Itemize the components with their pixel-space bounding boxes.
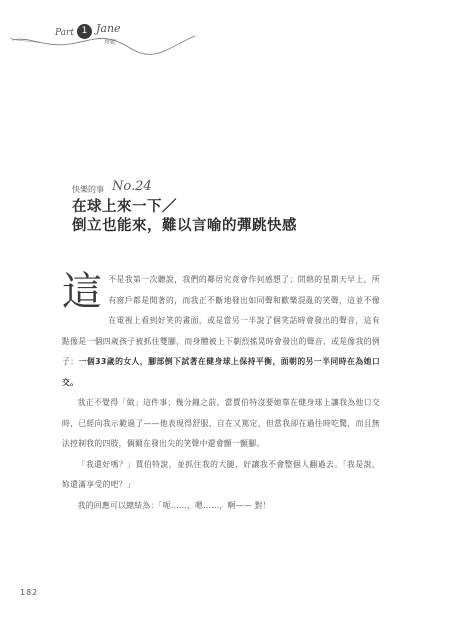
part-number-badge: 1 bbox=[77, 24, 92, 39]
chapter-heading bbox=[72, 180, 372, 236]
paragraph-1 bbox=[62, 270, 380, 393]
paragraph-1-text: 不是我第一次聽說，我們的鄰居究竟會作何感想了；問熱的星期天早上，所有窗戶都是開著的，而我正不斷地發出如同聲和歡樂混亂的笑聲，這並不像在電視上看到好笑的畫面，或是當另一半說了個笑話時會發出的聲音，這有點像是一個四歲孩子被抓住雙腳，而身體被上下劇烈搖晃時會發出的聲音，或是像我的例子： bbox=[62, 275, 380, 366]
chapter-kicker-row bbox=[72, 180, 372, 198]
body-text bbox=[62, 270, 380, 516]
chapter-number: No.24 bbox=[112, 179, 152, 194]
part-name: Jane bbox=[96, 22, 121, 35]
paragraph-4: 我的回應可以總結為：「呃……，嗯……，啊—— 對！ bbox=[77, 500, 271, 510]
part-subtitle: 珍妮 bbox=[104, 39, 117, 46]
part-header bbox=[10, 18, 200, 58]
page-number: 182 bbox=[20, 588, 39, 597]
paragraph-1-bold: 一個33歲的女人，腳部倒下試著在健身球上保持平衡，面朝的另一半同時在為她口交。 bbox=[62, 357, 380, 387]
part-label: Part bbox=[55, 28, 74, 38]
chapter-title-line2: 倒立也能來，難以言喻的彈跳快感 bbox=[72, 218, 297, 234]
chapter-title-line1: 在球上來一下／ bbox=[72, 199, 177, 215]
chapter-kicker: 快樂的事 bbox=[72, 185, 104, 194]
paragraph-2: 我正不覺得「做」這件事；幾分鐘之前，當賈伯特沒要她靠在健身球上讓我為他口交時，已經向我示範過了——他表現得舒服、自在又篤定，但當我卻在過往時吃驚，而且無法控制我的四肢，偶爾在發出尖的笑聲中還會顫一顫腳。 bbox=[62, 398, 380, 448]
paragraph-3: 「我還好嗎？」賈伯特說，並抓住我的大腿，好讓我不會整個人翻過去。「我是說，妳還滿享受的吧？」 bbox=[62, 459, 380, 489]
drop-cap: 這 bbox=[62, 269, 103, 315]
